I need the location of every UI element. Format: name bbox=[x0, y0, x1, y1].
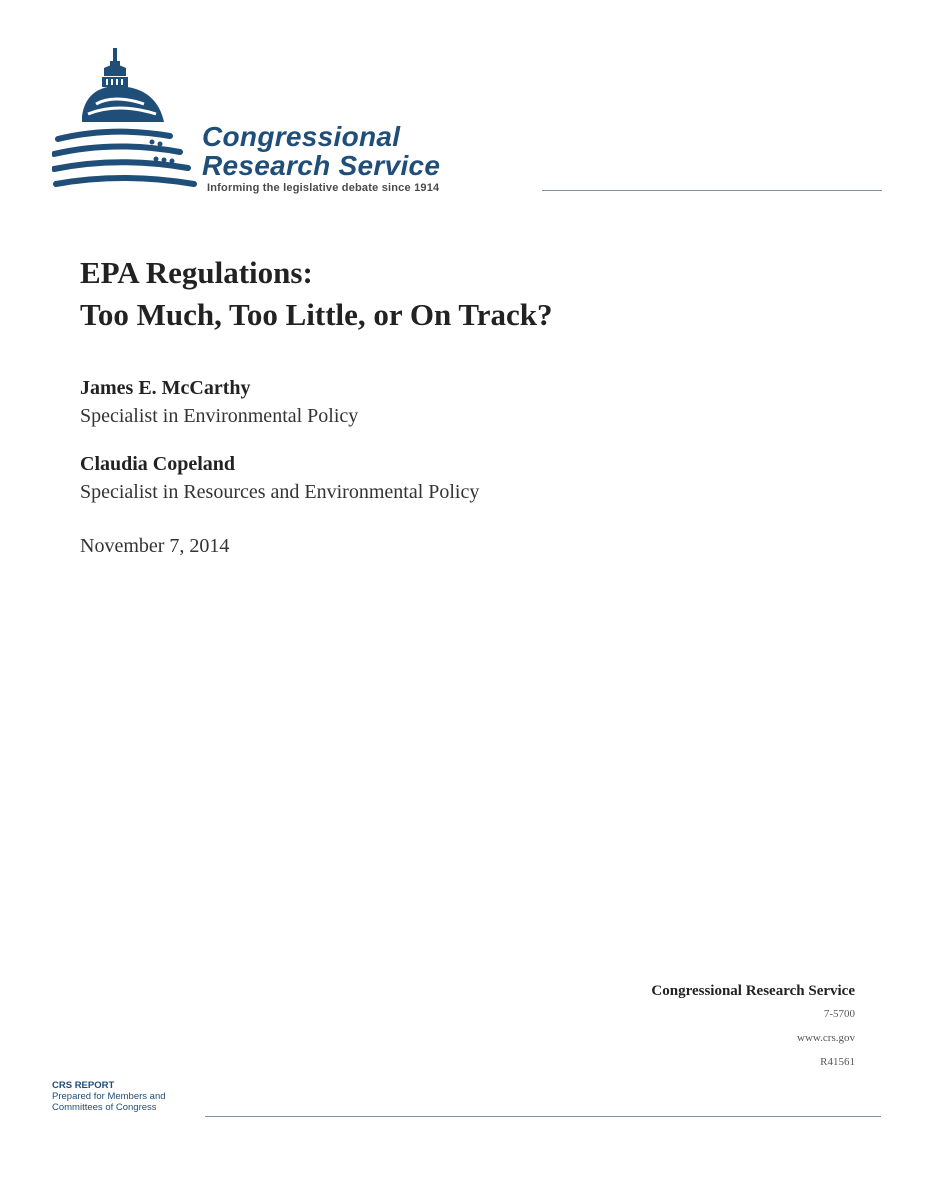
org-name bbox=[202, 122, 440, 180]
header-divider bbox=[542, 190, 882, 191]
title-line2: Too Much, Too Little, or On Track? bbox=[80, 297, 553, 332]
footer-line2: Committees of Congress bbox=[52, 1102, 157, 1113]
author-block bbox=[80, 450, 479, 506]
crs-info-block bbox=[651, 980, 855, 1074]
crs-website: www.crs.gov bbox=[797, 1032, 855, 1044]
crs-number: 7-5700 bbox=[823, 1008, 855, 1020]
tagline: Informing the legislative debate since 1914 bbox=[207, 182, 440, 194]
org-name-line1: Congressional bbox=[202, 121, 401, 152]
title-line1: EPA Regulations: bbox=[80, 255, 313, 290]
report-id: R41561 bbox=[820, 1056, 855, 1068]
crs-logo bbox=[52, 44, 892, 204]
footer-label bbox=[52, 1080, 166, 1113]
org-name-line2: Research Service bbox=[202, 150, 441, 181]
capitol-dome-icon bbox=[52, 44, 202, 199]
author-block bbox=[80, 374, 358, 430]
crs-name: Congressional Research Service bbox=[651, 983, 855, 999]
footer-line1: Prepared for Members and bbox=[52, 1091, 166, 1102]
footer-divider bbox=[205, 1116, 881, 1117]
footer-report-label: CRS REPORT bbox=[52, 1080, 115, 1091]
document-title bbox=[80, 252, 553, 336]
author-role: Specialist in Resources and Environmental Policy bbox=[80, 481, 480, 503]
author-name: Claudia Copeland bbox=[80, 453, 236, 475]
author-name: James E. McCarthy bbox=[80, 377, 251, 399]
report-date: November 7, 2014 bbox=[80, 535, 230, 557]
author-role: Specialist in Environmental Policy bbox=[80, 405, 359, 427]
